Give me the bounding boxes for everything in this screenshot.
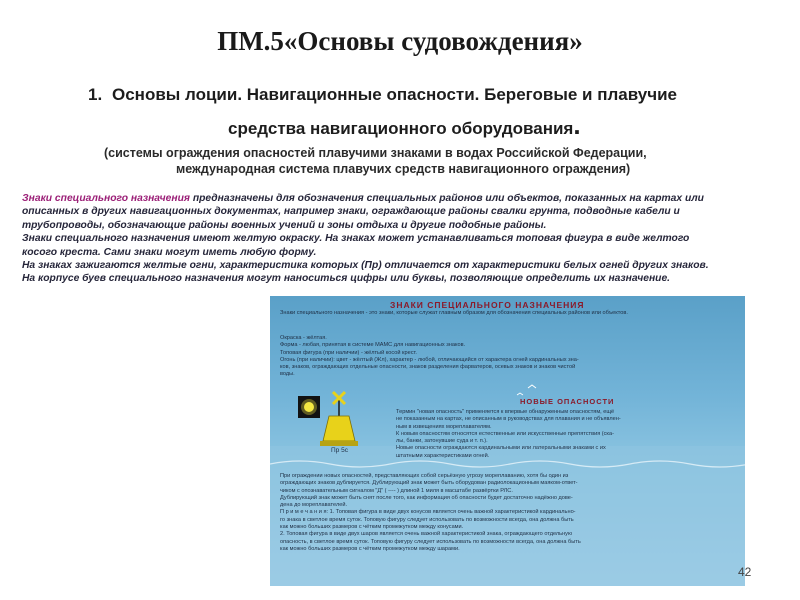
note-line-5: опасность, в светлое время суток. Топовую фигуру следует использовать по возможности всегда, она должна быть [280,538,581,545]
new-dangers-line-1: Термин "новая опасность" применяется к впервые обнаруженным опасностям, ещё [396,409,615,415]
light-line-3: воды. [280,371,295,378]
new-dangers-line-3: ным в извещениях мореплавателям. [396,423,492,430]
duplicate-line-1: При ограждении новых опасностей, представляющих собой серьёзную угрозу мореплаванию, хотя бы один из [280,473,569,479]
subtitle-line-2: международная система плавучих средств навигационного ограждения) [176,162,631,176]
body-line-1 [22,192,782,205]
color-line: Окраска - жёлтая. [280,335,327,341]
page-number: 42 [738,565,752,579]
figure-title: ЗНАКИ СПЕЦИАЛЬНОГО НАЗНАЧЕНИЯ [390,300,585,310]
section-heading [88,80,728,144]
special-signs-term: Знаки специального назначения [22,193,190,204]
figure-intro: Знаки специального назначения - это знаки, которые служат главным образом для обозначения специальных районов или объектов. [280,310,628,316]
new-dangers-line-2: не показанным на картах, не описанным в руководствах для плавания и не объявлен- [396,416,621,423]
heading-line-2 [228,110,728,144]
duplicate-line-4: Дублирующий знак может быть снят после того, как информация об опасности будет достаточно надёжно дове- [280,494,573,501]
figure-duplicate-text [280,473,735,553]
new-dangers-title: НОВЫЕ ОПАСНОСТИ [520,397,615,406]
body-line-1-rest: предназначены для обозначения специальных районов или объектов, показанных на картах или [189,193,704,204]
body-line-6: На знаках зажигаются желтые огни, характеристика которых (Пр) отличается от характеристики белых огней других знаков. [22,260,709,272]
note-line-2: го знака в светлое время суток. Топовую фигуру следует использовать по возможности всегда, она должна быть [280,516,574,523]
note-line-3: как можно больших размеров с чётким промежутком между конусами. [280,524,464,531]
subtitle-line-1: (системы ограждения опасностей плавучими знаками в водах Российской Федерации, [104,146,647,160]
duplicate-line-3: чиком с опознавательным сигналом "Д" ( ---- ) длиной 1 миля в масштабе развёртки РЛС. [280,487,513,494]
bird-icon-small [517,393,523,395]
new-dangers-line-7: штатными характеристиками огней. [396,452,490,459]
section-subtitle [90,145,730,177]
body-line-4: Знаки специального назначения имеют желтую окраску. На знаках может устанавливаться топовая фигура в виде желтого [22,233,690,245]
body-line-7: На корпусе буев специального назначения могут наноситься цифры или буквы, позволяющие определить их назначение. [22,273,671,285]
body-text [22,192,782,286]
yellow-light-glow [301,399,317,415]
new-dangers-text [396,409,736,460]
light-line-1: Огонь (при наличии): цвет - жёлтый (Жл), характер - любой, отличающийся от характера огней кардинальных зна- [280,356,579,363]
body-line-2: описанных в других навигационных документах, например знаки, ограждающие районы свалки грунта, подводные кабели и [22,206,680,218]
bird-icon [528,385,536,388]
note-line-4: 2. Топовая фигура в виде двух шаров является очень важной характеристикой знака, ограждающего отдельную [280,531,573,538]
shape-line: Форма - любая, принятая в системе МАМС для навигационных знаков. [280,342,466,349]
heading-line-2-text: средства навигационного оборудования [228,119,574,138]
note-line-6: как можно больших размеров с чётким промежутком между шарами. [280,545,460,552]
duplicate-line-2: ограждающих знаков дублируется. Дублирующий знак может быть оборудован радиолокационным маяком-ответ- [280,480,578,487]
note-line-1: П р и м е ч а н и я: 1. Топовая фигура в виде двух конусов является очень важной характеристикой кардинально- [280,509,576,516]
new-dangers-line-6: Новые опасности ограждаются кардинальными или латеральными знаками с их [396,445,606,452]
body-line-5: косого креста. Сами знаки могут иметь любую форму. [22,246,317,258]
heading-number: 1. [88,85,103,104]
light-line-2: ков, знаков, ограждающих отдельные опасности, знаков разделения фарватеров, осевых знаков и знаков чистой [280,364,576,371]
buoy-light-label: Пр 5с [331,447,348,454]
duplicate-line-5: дена до мореплавателей. [280,502,348,509]
new-dangers-line-5: лы, банки, затонувшие суда и т. п.). [396,438,488,445]
body-line-3: трубопроводы, обозначающие районы военных учений и зоны отдыха и другие подобные районы. [22,219,547,231]
heading-dot: . [573,110,581,140]
special-buoy-icon [323,416,355,441]
topmark-line: Топовая фигура (при наличии) - жёлтый косой крест. [280,349,417,356]
heading-line-1: Основы лоции. Навигационные опасности. Береговые и плавучие [112,85,677,104]
buoy-base [320,441,358,446]
figure-properties [280,335,735,379]
new-dangers-line-4: К новым опасностям относятся естественные или искусственные препятствия (ска- [396,430,614,437]
slide-title: ПМ.5«Основы судовождения» [217,26,583,56]
special-signs-figure [270,296,745,586]
